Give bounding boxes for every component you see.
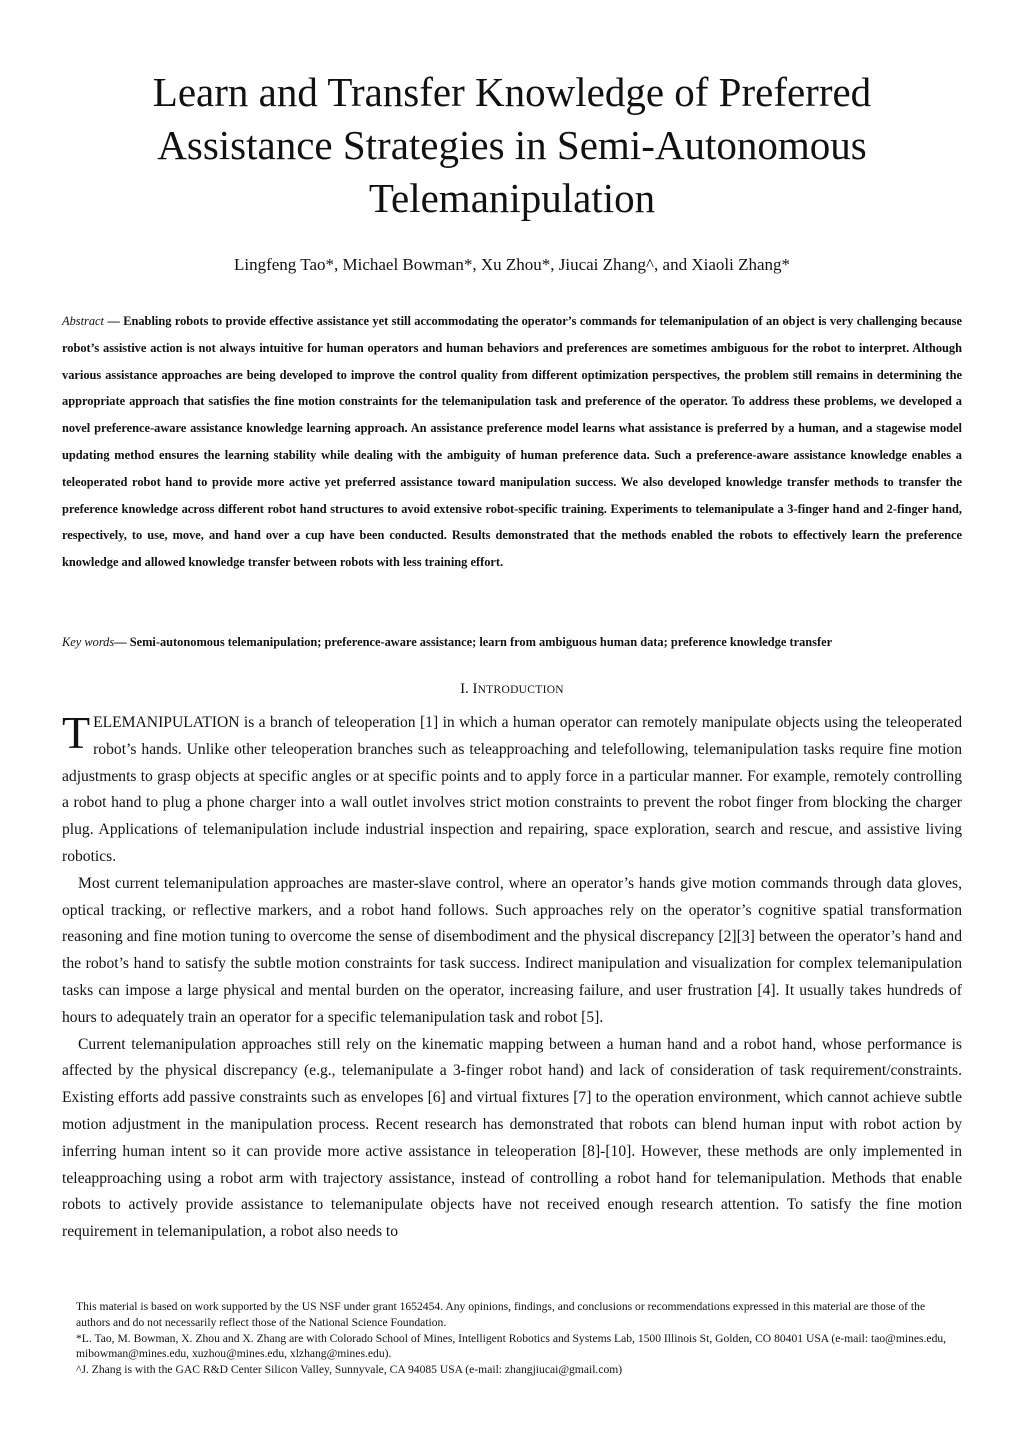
section-heading-introduction: [62, 679, 962, 700]
footnotes: [76, 1299, 956, 1378]
section-title: NTRODUCTION: [477, 684, 564, 696]
paragraph-1-text: ELEMANIPULATION is a branch of teleoperation [1] in which a human operator can remotely manipulate objects using the teleoperated robot’s hands. Unlike other teleoperation branches such as teleapproaching and telefollowing, telemanipulation tasks require fine motion adjustments to grasp objects at specific angles or at specific points and to apply force in a particular manner. For example, remotely controlling a robot hand to plug a phone charger into a wall outlet involves strict motion constraints to prevent the robot finger from blocking the charger plug. Applications of telemanipulation include industrial inspection and repairing, space exploration, search and rescue, and assistive living robotics.: [62, 714, 962, 865]
paragraph-2: Most current telemanipulation approaches are master-slave control, where an operator’s hands give motion commands through data gloves, optical tracking, or reflective markers, and a robot hand follows. Such approaches rely on the operator’s cognitive spatial transformation reasoning and fine motion tuning to overcome the sense of disembodiment and the physical discrepancy [2][3] between the operator’s hand and the robot’s hand to satisfy the subtle motion constraints for task success. Indirect manipulation and visualization for complex telemanipulation tasks can impose a large physical and mental burden on the operator, increasing failure, and user frustration [4]. It usually takes hundreds of hours to adequately train an operator for a specific telemanipulation task and robot [5].: [62, 874, 962, 1026]
keywords-label: Key words: [62, 635, 115, 649]
abstract: [62, 308, 962, 576]
author-list: Lingfeng Tao*, Michael Bowman*, Xu Zhou*, Jiucai Zhang^, and Xiaoli Zhang*: [233, 255, 791, 274]
footnote-funding: This material is based on work supported by the US NSF under grant 1652454. Any opinions, findings, and conclusions or recommendations expressed in this material are those of the authors and do not necessarily reflect those of the National Science Foundation.: [76, 1300, 926, 1329]
body-text: [62, 707, 962, 1246]
paragraph-3: Current telemanipulation approaches still rely on the kinematic mapping between a human hand and a robot hand, whose performance is affected by the physical discrepancy (e.g., telemanipulate a 3-finger robot hand) and lack of consideration of task requirement/constraints. Existing efforts add passive constraints such as envelopes [6] and virtual fixtures [7] to the operation environment, which cannot achieve subtle motion adjustment in the manipulation process. Recent research has demonstrated that robots can blend human input with robot action by inferring human intent so it can provide more active assistance in teleoperation [8]-[10]. However, these methods are only implemented in teleapproaching using a robot arm with trajectory assistance, instead of controlling a robot hand for telemanipulation. Methods that enable robots to actively provide assistance to telemanipulate objects have not received enough research attention. To satisfy the fine motion requirement in telemanipulation, a robot also needs to: [62, 1035, 962, 1241]
title-line-1: Learn and Transfer Knowledge of Preferred: [152, 69, 872, 115]
paper-title: [62, 66, 962, 225]
title-line-3: Telemanipulation: [368, 175, 656, 221]
keywords-text: — Semi-autonomous telemanipulation; preference-aware assistance; learn from ambiguous human data; preference knowledge transfer: [114, 635, 833, 649]
drop-cap: T: [62, 707, 91, 758]
footnote-affiliation-gac: ^J. Zhang is with the GAC R&D Center Silicon Valley, Sunnyvale, CA 94085 USA (e-mail: zhangjiucai@gmail.com): [76, 1363, 623, 1377]
abstract-text: — Enabling robots to provide effective assistance yet still accommodating the operator’s commands for telemanipulation of an object is very challenging because robot’s assistive action is not always intuitive for human operators and human behaviors and preferences are sometimes ambiguous for the robot to interpret. Although various assistance approaches are being developed to improve the control quality from different optimization perspectives, the problem still remains in determining the appropriate approach that satisfies the fine motion constraints for the telemanipulation task and preference of the operator. To address these problems, we developed a novel preference-aware assistance knowledge learning approach. An assistance preference model learns what assistance is preferred by a human, and a stagewise model updating method ensures the learning stability while dealing with the ambiguity of human preference data. Such a preference-aware assistance knowledge enables a teleoperated robot hand to provide more active yet preferred assistance toward manipulation success. We also developed knowledge transfer methods to transfer the preference knowledge across different robot hand structures to avoid extensive robot-specific training. Experiments to telemanipulate a 3-finger hand and 2-finger hand, respectively, to use, move, and hand over a cup have been conducted. Results demonstrated that the methods enabled the robots to effectively learn the preference knowledge and allowed knowledge transfer between robots with less training effort.: [62, 314, 962, 570]
abstract-label: Abstract: [62, 314, 104, 328]
section-number: I. I: [460, 681, 478, 697]
title-line-2: Assistance Strategies in Semi-Autonomous: [157, 122, 867, 168]
keywords: [62, 631, 962, 653]
paragraph-1: [62, 707, 962, 871]
footnote-affiliation-mines: *L. Tao, M. Bowman, X. Zhou and X. Zhang are with Colorado School of Mines, Intelligent Robotics and Systems Lab, 1500 Illinois St, Golden, CO 80401 USA (e-mail: tao@mines.edu, mibowman@mines.edu, xuzhou@mines.edu, xlzhang@mines.edu).: [76, 1331, 947, 1361]
